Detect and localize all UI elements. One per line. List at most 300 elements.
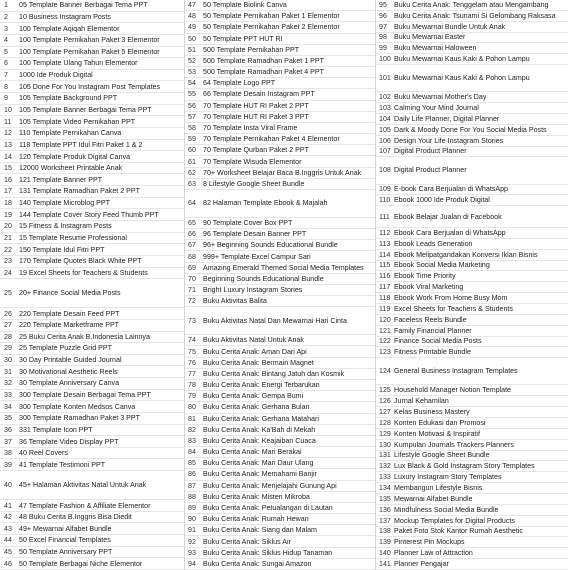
item-number: 109 [379,185,391,194]
list-item [0,58,184,70]
list-item [375,440,568,451]
item-number: 40 [4,481,12,490]
item-number: 45 [4,548,12,557]
list-item [0,186,184,198]
list-item [184,168,375,179]
list-item [184,56,375,67]
list-item [184,240,375,251]
item-title: Lux Black & Gold Instagram Story Templates [394,462,535,471]
item-title: Buku Mewarnai Easter [394,33,466,42]
item-number: 62 [188,168,196,177]
item-number: 52 [188,56,196,65]
item-title: 25 Template Puzzle Grid PPT [19,344,112,353]
item-title: 20+ Finance Social Media Posts [19,289,121,298]
item-number: 11 [4,117,12,126]
list-item [184,274,375,285]
list-item [184,402,375,413]
item-number: 101 [379,74,391,83]
list-item [375,337,568,348]
item-title: Konten Edukasi dan Promosi [394,418,486,427]
item-title: Ebook 1000 Ide Produk Digital [394,196,490,205]
item-number: 91 [188,526,196,535]
list-item [375,136,568,147]
item-number: 14 [4,152,12,161]
item-number: 106 [379,136,391,145]
item-number: 118 [379,294,391,303]
item-title: 70 Template Pernikahan Paket 4 Elementor [203,135,340,144]
item-title: 50 Template PPT HUT RI [203,34,283,43]
list-column-1 [0,0,184,570]
list-item [184,190,375,218]
item-number: 98 [379,33,387,42]
item-title: Buku Cerita Anak: Bermain Magnet [203,358,314,367]
item-title: Membangun Lifestyle Bisnis [394,484,483,493]
item-title: 100 Template Pernikahan Paket 3 Elementor [19,36,160,45]
list-item [375,451,568,462]
item-number: 67 [188,241,196,250]
list-item [0,448,184,460]
item-number: 125 [379,386,391,395]
item-number: 65 [188,219,196,228]
item-title: 118 Template PPT Idul Fitri Paket 1 & 2 [19,140,143,149]
list-item [375,293,568,304]
list-item [184,112,375,123]
list-item [0,413,184,425]
list-item [184,380,375,391]
item-number: 130 [379,440,391,449]
item-number: 80 [188,403,196,412]
list-item [184,263,375,274]
item-number: 6 [4,59,8,68]
list-item [184,469,375,480]
item-title: 70 Template Wisuda Elementor [203,157,302,166]
item-number: 39 [4,460,12,469]
item-number: 15 [4,164,12,173]
list-item [375,206,568,228]
item-number: 59 [188,135,196,144]
list-item [184,307,375,335]
item-title: 41 Template Testimoni PPT [19,460,106,469]
item-number: 42 [4,513,12,522]
list-item [0,279,184,308]
item-title: 110 Template Pernikahan Canva [19,129,122,138]
item-title: Daily Life Planner, Digital Planner [394,114,500,123]
item-title: Ebook Cara Berjualan di WhatsApp [394,228,506,237]
list-item [184,45,375,56]
list-item [0,244,184,256]
list-item [375,461,568,472]
list-item [0,535,184,547]
list-item [0,256,184,268]
item-title: Buku Cerita Anak: Gerhana Matahari [203,414,319,423]
item-title: Buku Cerita Anak: Gerhana Bulan [203,403,310,412]
item-number: 84 [188,448,196,457]
item-number: 97 [379,22,387,31]
item-title: 36 Template Video Display PPT [19,437,119,446]
item-number: 10 [4,106,12,114]
list-item [184,89,375,100]
item-number: 1 [4,1,8,10]
item-number: 33 [4,391,12,399]
item-number: 87 [188,481,196,490]
list-item [375,548,568,559]
item-number: 115 [379,261,391,270]
list-item [184,548,375,559]
item-title: 105 Done For You Instagram Post Templates [19,82,161,91]
list-item [375,494,568,505]
list-item [184,67,375,78]
list-item [0,268,184,280]
item-title: 144 Template Cover Story Feed Thumb PPT [19,210,159,219]
item-number: 56 [188,101,196,110]
item-title: 12000 Worksheet Printable Anak [19,164,123,173]
item-number: 12 [4,129,12,138]
list-item [375,103,568,114]
item-title: Mindfulness Social Media Bundle [394,505,499,514]
list-item [375,527,568,538]
item-number: 70 [188,274,196,283]
list-item [184,285,375,296]
item-title: 300 Template Desain Berbagai Tema PPT [19,391,151,399]
item-number: 111 [379,212,390,221]
item-number: 25 [4,289,12,298]
item-title: Buku Aktivitas Natal Dan Mewarnai Hari Cinta [203,316,347,325]
item-title: 170 Template Quotes Black White PPT [19,257,142,266]
list-item [375,157,568,184]
list-item [375,429,568,440]
item-number: 90 [188,515,196,524]
item-number: 126 [379,397,391,406]
list-item [184,525,375,536]
list-item [0,401,184,413]
item-number: 48 [188,12,196,21]
list-item [375,396,568,407]
item-title: Buku Cerita Anak: Mari Daur Ulang [203,459,314,468]
list-item [0,512,184,524]
list-item [375,250,568,261]
item-title: 90 Template Cover Box PPT [203,219,293,228]
item-number: 37 [4,437,12,446]
item-number: 139 [379,538,391,547]
item-title: Jurnal Kehamilan [394,397,449,406]
list-item [0,174,184,186]
item-title: Mewarnai Alfabet Bundle [394,494,473,503]
item-number: 68 [188,252,196,261]
list-item [0,47,184,59]
item-number: 76 [188,358,196,367]
list-item [375,516,568,527]
item-title: Buku Mewarnai Kaus Kaki & Pohon Lampu [394,55,530,64]
item-title: Buku Cerita Anak: Memahami Banjir [203,470,317,479]
item-number: 121 [379,326,391,335]
item-title: 70 Template HUT RI Paket 3 PPT [203,112,309,121]
item-number: 51 [188,45,196,54]
item-title: 331 Template Icon PPT [19,425,93,434]
list-item [184,11,375,22]
item-number: 30 [4,356,12,365]
item-number: 57 [188,112,196,121]
item-title: Buku Cerita Anak: Energi Terbarukan [203,381,320,390]
item-title: E-book Cara Berjualan di WhatsApp [394,185,508,194]
list-item [375,358,568,385]
item-number: 141 [379,560,391,569]
column-divider [375,0,376,570]
item-number: 92 [188,537,196,546]
item-title: 40 Reel Covers [19,449,68,458]
item-title: 45+ Halaman Aktivitas Natal Untuk Anak [19,481,147,490]
list-item [184,514,375,525]
item-number: 73 [188,316,196,325]
item-number: 116 [379,272,391,281]
item-title: Buku Aktivitas Balita [203,297,267,306]
item-title: 66 Template Desain Instagram PPT [203,90,315,99]
list-item [0,233,184,245]
item-title: 105 Template Background PPT [19,94,118,103]
item-title: 100 Template Aqiqah Elementor [19,24,120,33]
item-title: Buku Mewarnai Bundle Untuk Anak [394,22,506,31]
item-title: 30 Motivational Aesthetic Reels [19,367,118,376]
list-item [375,505,568,516]
item-title: 05 Template Banner Berbagai Tema PPT [19,1,148,10]
item-number: 49 [188,23,196,32]
list-item [0,308,184,320]
item-number: 13 [4,140,12,149]
item-title: 10 Business Instagram Posts [19,12,111,21]
item-number: 16 [4,175,12,184]
list-item [184,34,375,45]
item-title: 15 Template Resume Professional [19,233,127,242]
list-item [184,123,375,134]
list-item [184,296,375,307]
list-item [375,282,568,293]
item-title: Beginning Sounds Educational Bundle [203,274,324,283]
list-item [375,147,568,158]
list-item [375,483,568,494]
item-title: Design Your Life Instagram Stories [394,136,504,145]
column-divider [184,0,185,570]
list-item [184,0,375,11]
item-number: 99 [379,44,387,53]
list-item [375,271,568,282]
item-title: 15 Fitness & Instagram Posts [19,222,112,231]
item-title: 140 Template Microblog PPT [19,199,110,208]
list-item [184,218,375,229]
list-item [375,33,568,44]
list-item [184,134,375,145]
item-number: 20 [4,222,12,231]
item-number: 122 [379,337,391,346]
item-number: 29 [4,344,12,353]
item-number: 61 [188,157,196,166]
list-item [184,436,375,447]
item-title: 121 Template Banner PPT [19,175,103,184]
item-number: 9 [4,94,8,103]
list-item [184,22,375,33]
list-item [375,0,568,11]
item-title: 500 Template Pernikahan PPT [203,45,300,54]
list-item [375,11,568,22]
item-number: 24 [4,268,12,277]
list-item [0,23,184,35]
list-item [0,163,184,175]
item-number: 19 [4,210,12,219]
item-title: 100 Template Ulang Tahun Elementor [19,59,138,68]
list-item [0,558,184,570]
item-title: Calming Your Mind Journal [394,104,479,113]
item-number: 2 [4,12,8,21]
item-title: 64 Template Logo PPT [203,79,276,88]
item-title: Buku Mewarnai Kaus Kaki & Pohon Lampu [394,74,530,83]
item-number: 112 [379,228,391,237]
item-number: 132 [379,462,391,471]
item-number: 140 [379,549,391,558]
item-number: 105 [379,125,391,134]
item-number: 113 [379,239,391,248]
item-title: Buku Cerita Anak: Menjelajahi Gunung Api [203,481,337,490]
item-number: 135 [379,494,391,503]
item-number: 86 [188,470,196,479]
item-title: 30 Template Anniversary Canva [19,379,120,388]
list-item [0,105,184,117]
item-title: Buku Cerita Anak: Keajaiban Cuaca [203,436,316,445]
item-number: 95 [379,0,387,9]
item-number: 133 [379,473,391,482]
item-title: Buku Mewarnai Haloween [394,44,477,53]
item-number: 64 [188,199,196,208]
list-item [184,78,375,89]
item-title: 96 Template Desain Banner PPT [203,230,307,239]
list-item [0,320,184,332]
list-item [0,471,184,500]
item-number: 27 [4,321,12,330]
list-item [184,251,375,262]
item-number: 44 [4,536,12,545]
list-column-2 [184,0,375,570]
item-number: 53 [188,68,196,77]
item-number: 28 [4,332,12,341]
item-title: 120 Template Produk Digital Canva [19,152,131,161]
item-title: Family Financial Planner [394,326,472,335]
item-number: 75 [188,347,196,356]
list-item [0,0,184,12]
item-title: Buku Cerita Anak: Gempa Bumi [203,392,304,401]
list-item [0,151,184,163]
item-title: 131 Template Ramadhan Paket 2 PPT [19,187,140,196]
item-title: Fitness Printable Bundle [394,348,471,357]
item-title: Lifestyle Google Sheet Bundle [394,451,490,460]
item-number: 108 [379,166,391,175]
item-title: Buku Cerita Anak: Mari Berakai [203,448,302,457]
item-title: Ebook Leads Generation [394,239,473,248]
item-title: Excel Sheets for Teachers & Students [394,304,513,313]
item-number: 89 [188,504,196,513]
list-item [184,179,375,190]
item-number: 127 [379,408,391,417]
item-title: General Business Instagram Templates [394,367,518,376]
item-number: 72 [188,297,196,306]
item-title: Luxury Instagram Story Templates [394,473,502,482]
list-item [375,261,568,272]
list-item [375,385,568,396]
item-number: 55 [188,90,196,99]
item-title: 300 Template Konten Medsos Canva [19,402,136,411]
list-item [0,128,184,140]
item-number: 96 [379,11,387,20]
item-title: Ebook Work From Home Busy Mom [394,294,508,303]
item-number: 32 [4,379,12,388]
list-item [375,407,568,418]
item-number: 79 [188,392,196,401]
item-number: 58 [188,124,196,133]
item-number: 138 [379,527,391,536]
item-title: Buku Cerita Anak: Ka'Bah di Mekah [203,425,316,434]
item-number: 8 [4,82,8,91]
item-title: 47 Template Fashion & Affiliate Elementor [19,501,151,510]
list-item [0,35,184,47]
item-title: Ebook Time Priority [394,272,456,281]
list-item [184,447,375,458]
list-item [0,140,184,152]
item-title: 50 Template Biolink Canva [203,1,287,10]
item-number: 46 [4,559,12,568]
item-number: 124 [379,367,391,376]
list-item [0,547,184,559]
list-item [184,229,375,240]
list-item [0,459,184,471]
item-number: 18 [4,199,12,208]
item-number: 93 [188,548,196,557]
list-item [184,346,375,357]
item-number: 137 [379,516,391,525]
item-title: 105 Template Banner Berbagai Tema PPT [19,106,152,114]
list-item [375,185,568,196]
list-item [184,358,375,369]
item-number: 7 [4,71,8,80]
item-title: Dark & Moody Done For You Social Media Posts [394,125,547,134]
item-title: Kelas Business Mastery [394,408,470,417]
item-title: Buku Cerita Anak: Siklus Hidup Tanaman [203,548,333,557]
item-title: Digital Product Planner [394,166,467,175]
item-number: 74 [188,336,196,345]
item-title: Buku Cerita Anak: Siklus Air [203,537,291,546]
list-item [375,326,568,337]
item-number: 23 [4,257,12,266]
item-title: Planner Law of Attraction [394,549,473,558]
item-title: 25 Buku Cerita Anak B.Indonesia Lainnya [19,332,150,341]
item-title: Pinterest Pin Mockups [394,538,465,547]
item-title: Buku Cerita Anak: Bintang Jatuh dan Kosmik [203,369,345,378]
item-number: 81 [188,414,196,423]
item-number: 94 [188,559,196,568]
item-title: Household Manager Notion Template [394,386,511,395]
item-title: Buku Cerita Anak: Siang dan Malam [203,526,317,535]
item-number: 60 [188,146,196,155]
list-item [184,458,375,469]
list-item [0,70,184,82]
item-number: 5 [4,47,8,56]
item-number: 131 [379,451,391,460]
item-title: Digital Product Planner [394,147,467,156]
item-title: Amazing Emerald Themed Social Media Templates [203,263,364,272]
item-title: 105 Template Video Pernikahan PPT [19,117,136,126]
item-title: Buku Mewarnai Mother's Day [394,93,487,102]
list-item [375,537,568,548]
list-item [0,198,184,210]
item-number: 26 [4,309,12,318]
item-number: 34 [4,402,12,411]
item-title: Buku Cerita Anak: Aman Dari Api [203,347,307,356]
item-number: 71 [188,286,196,295]
